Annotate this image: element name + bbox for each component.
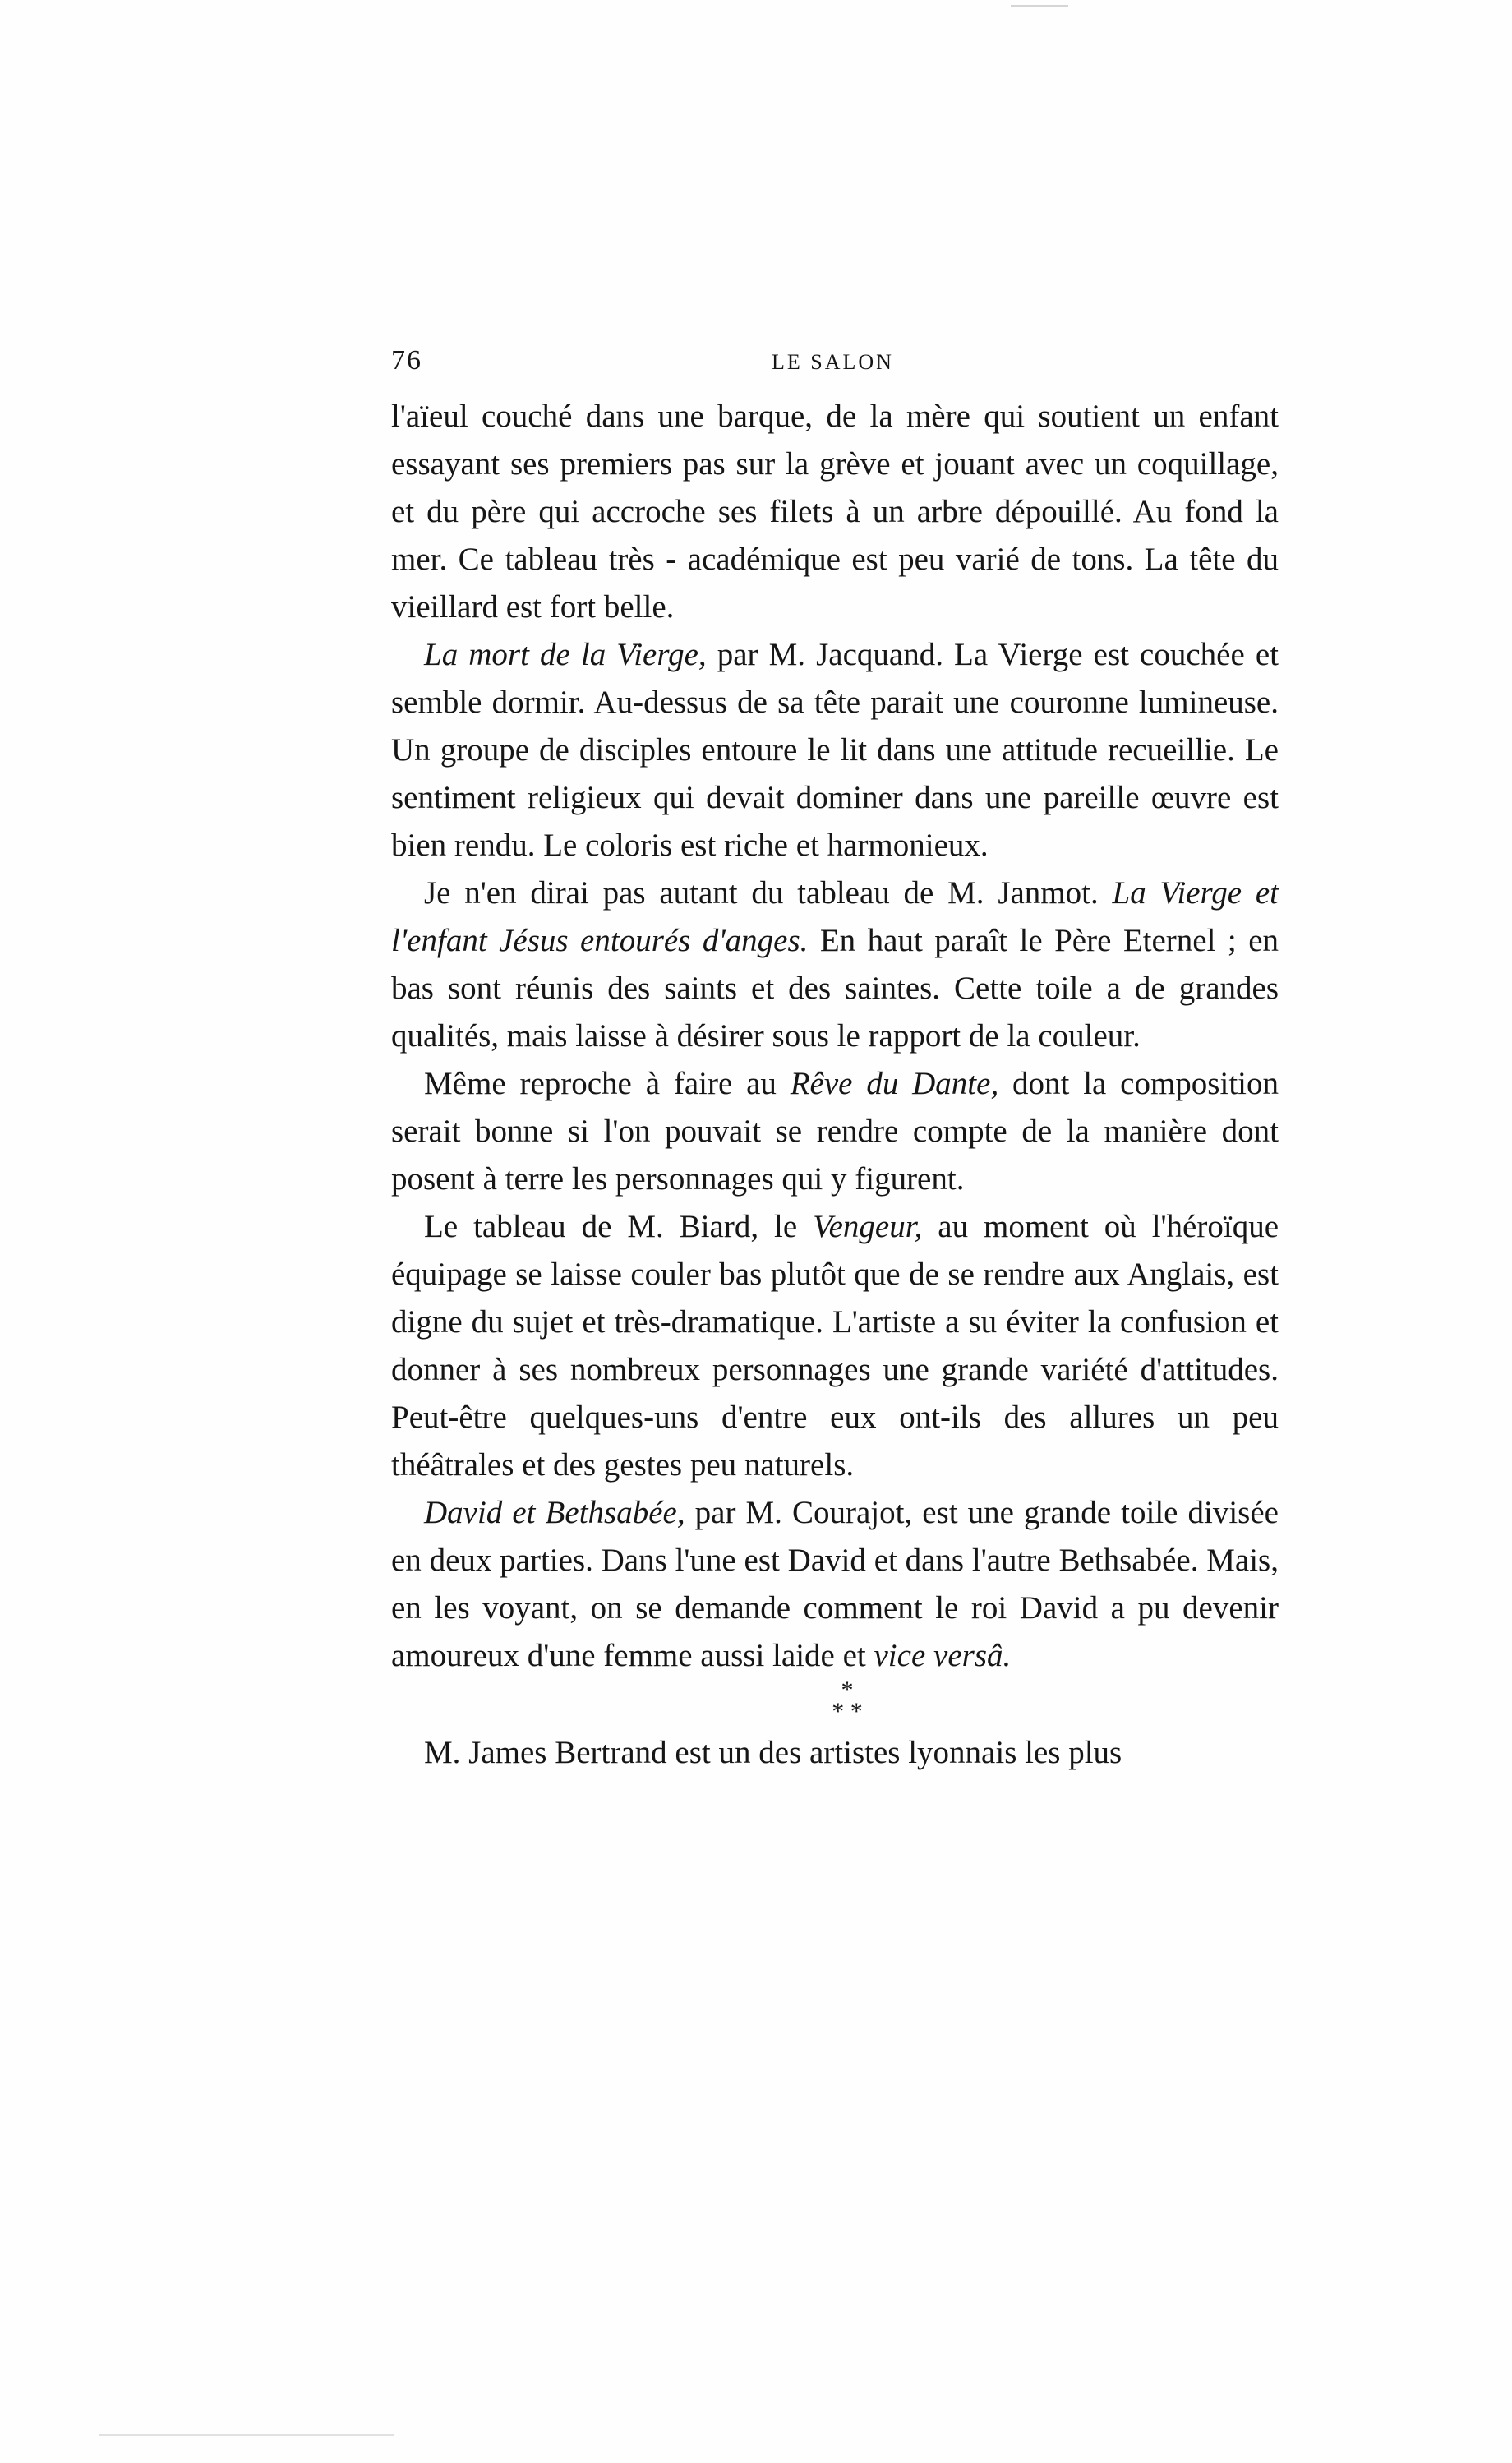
artwork-title: Vengeur, xyxy=(813,1209,923,1244)
paragraph-text: par M. Jacquand. La Vierge est couchée et semble dormir. Au-dessus de sa tête parait une couronne lumineuse. Un groupe de disciples entoure le lit dans une attitude recueillie. Le sentiment religieux qui devait dominer dans une pareille œuvre est bien rendu. Le coloris est riche et harmonieux. xyxy=(391,637,1279,863)
artwork-title: David et Bethsabée, xyxy=(424,1495,685,1530)
running-title: LE SALON xyxy=(772,350,894,374)
scan-artifact-bottom xyxy=(99,2434,394,2436)
paragraph-text: Le tableau de M. Biard, le xyxy=(424,1209,814,1244)
paragraph-continuation xyxy=(391,393,1279,631)
artwork-title: La mort de la Vierge, xyxy=(424,637,707,672)
paragraph-jacquand xyxy=(391,631,1279,869)
paragraph-text: Même reproche à faire au xyxy=(424,1066,791,1101)
paragraph-courajot xyxy=(391,1489,1279,1680)
paragraph-text: Je n'en dirai pas autant du tableau de M. Janmot. xyxy=(424,875,1113,911)
page-number: 76 xyxy=(391,345,422,376)
page-header xyxy=(391,340,1279,381)
paragraph-text: En haut paraît le Père Eternel ; en bas sont réunis des saints et des saintes. Cette toile a de grandes qualités, mais laisse à désirer sous le rapport de la couleur. xyxy=(391,923,1279,1054)
paragraph-dante xyxy=(391,1060,1279,1203)
asterism-top: * xyxy=(841,1677,854,1704)
paragraph-text: l'aïeul couché dans une barque, de la mère qui soutient un enfant essayant ses premiers pas sur la grève et jouant avec un coquillage, et du père qui accroche ses filets à un arbre dépouillé. Au fond la mer. Ce tableau très - académique est peu varié de tons. La tête du vieillard est fort belle. xyxy=(391,399,1279,625)
latin-phrase: vice versâ. xyxy=(874,1638,1012,1673)
paragraph-biard xyxy=(391,1203,1279,1489)
artwork-title: Rêve du Dante, xyxy=(790,1066,999,1101)
paragraph-text: par M. Courajot, est une grande toile divisée en deux parties. Dans l'une est David et dans l'autre Bethsabée. Mais, en les voyant, on se demande comment le roi David a pu devenir amoureux d'une femme aussi laide et xyxy=(391,1495,1279,1673)
asterism-bottom: * * xyxy=(832,1698,863,1725)
paragraph-text: dont la composition serait bonne si l'on pouvait se rendre compte de la manière dont posent à terre les personnages qui y figurent. xyxy=(391,1066,1279,1197)
artwork-title: La Vierge et l'enfant Jésus entourés d'anges. xyxy=(391,875,1279,958)
scan-artifact-top xyxy=(1011,5,1068,7)
paragraph-bertrand xyxy=(391,1729,1279,1777)
section-separator xyxy=(391,1677,1279,1729)
paragraph-janmot xyxy=(391,869,1279,1060)
body-text xyxy=(391,393,1279,1777)
paragraph-text: au moment où l'héroïque équipage se laisse couler bas plutôt que de se rendre aux Anglais, est digne du sujet et très-dramatique. L'artiste a su éviter la confusion et donner à ses nombreux personnages une grande variété d'attitudes. Peut-être quelques-uns d'entre eux ont-ils des allures un peu théâtrales et des gestes peu naturels. xyxy=(391,1209,1279,1483)
paragraph-text: M. James Bertrand est un des artistes lyonnais les plus xyxy=(424,1735,1122,1770)
